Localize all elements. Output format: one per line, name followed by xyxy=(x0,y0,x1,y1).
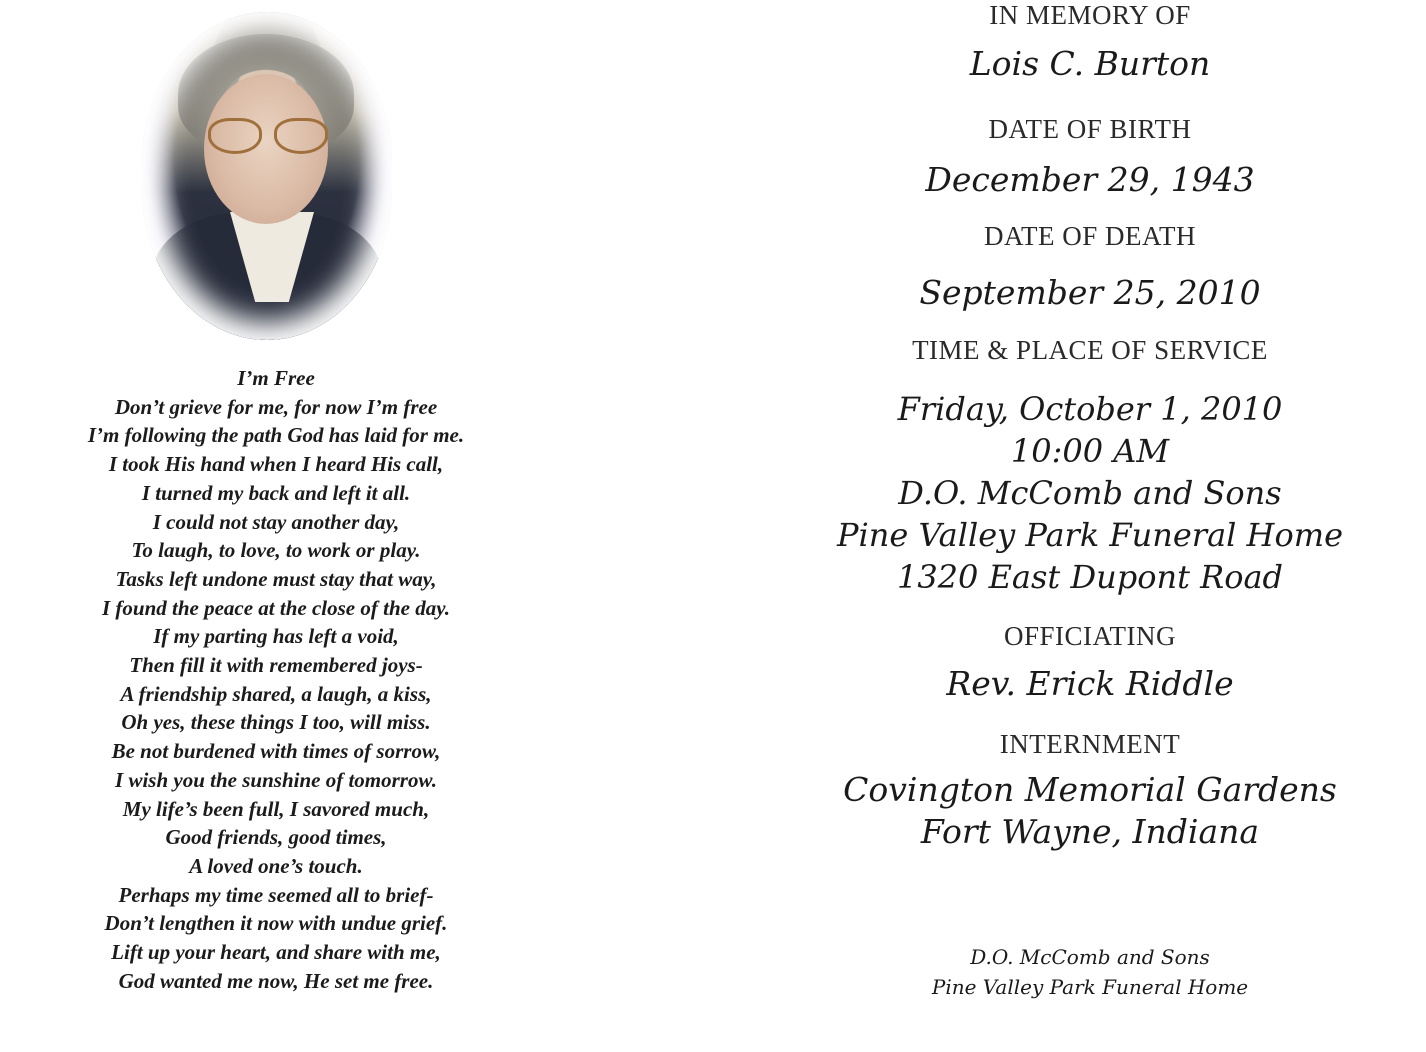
poem-line: Tasks left undone must stay that way, xyxy=(115,566,437,591)
service-address: 1320 East Dupont Road xyxy=(896,558,1284,596)
poem-line: I took His hand when I heard His call, xyxy=(108,452,444,477)
service-date: Friday, October 1, 2010 xyxy=(897,390,1283,428)
memory-label: IN MEMORY OF xyxy=(989,0,1191,30)
poem-line: Good friends, good times, xyxy=(165,825,387,850)
poem-line: To laugh, to love, to work or play. xyxy=(131,538,421,563)
poem-line: Oh yes, these things I too, will miss. xyxy=(121,710,431,735)
birth-date: December 29, 1943 xyxy=(925,160,1255,199)
poem-line: If my parting has left a void, xyxy=(153,624,399,649)
cemetery-name: Covington Memorial Gardens xyxy=(843,770,1337,809)
service-label: TIME & PLACE OF SERVICE xyxy=(912,335,1268,365)
poem-line: Lift up your heart, and share with me, xyxy=(111,940,441,965)
poem-line: Perhaps my time seemed all to brief- xyxy=(118,882,434,907)
cemetery-location: Fort Wayne, Indiana xyxy=(920,812,1260,851)
officiating-label: OFFICIATING xyxy=(1003,621,1176,651)
poem-line: I’m following the path God has laid for me. xyxy=(87,423,465,448)
poem-line: I wish you the sunshine of tomorrow. xyxy=(115,767,437,792)
deceased-name: Lois C. Burton xyxy=(969,44,1211,83)
poem-line: I could not stay another day, xyxy=(152,509,400,534)
poem-line: God wanted me now, He set me free. xyxy=(118,968,434,993)
service-time: 10:00 AM xyxy=(1010,432,1170,470)
poem-title: I’m Free xyxy=(237,366,315,390)
poem-line: Don’t lengthen it now with undue grief. xyxy=(104,911,448,936)
poem-line: I found the peace at the close of the day. xyxy=(101,595,450,620)
death-label: DATE OF DEATH xyxy=(984,221,1196,251)
footer-funeral-home: Pine Valley Park Funeral Home xyxy=(931,975,1249,999)
poem-line: Then fill it with remembered joys- xyxy=(129,653,423,678)
poem-line: I turned my back and left it all. xyxy=(141,480,411,505)
internment-label: INTERNMENT xyxy=(999,729,1181,759)
death-date: September 25, 2010 xyxy=(919,273,1261,312)
officiant-name: Rev. Erick Riddle xyxy=(946,664,1234,703)
poem-line: A loved one’s touch. xyxy=(189,853,363,878)
poem xyxy=(36,393,516,996)
funeral-director: D.O. McComb and Sons xyxy=(898,474,1282,512)
footer-funeral-director: D.O. McComb and Sons xyxy=(970,945,1210,969)
photo-vignette xyxy=(142,12,392,340)
portrait-photo xyxy=(142,12,392,340)
poem-line: Don’t grieve for me, for now I’m free xyxy=(114,394,438,419)
poem-line: My life’s been full, I savored much, xyxy=(122,796,430,821)
poem-line: A friendship shared, a laugh, a kiss, xyxy=(120,681,432,706)
poem-line: Be not burdened with times of sorrow, xyxy=(111,739,441,764)
service-place: Pine Valley Park Funeral Home xyxy=(836,516,1343,554)
birth-label: DATE OF BIRTH xyxy=(988,114,1192,144)
